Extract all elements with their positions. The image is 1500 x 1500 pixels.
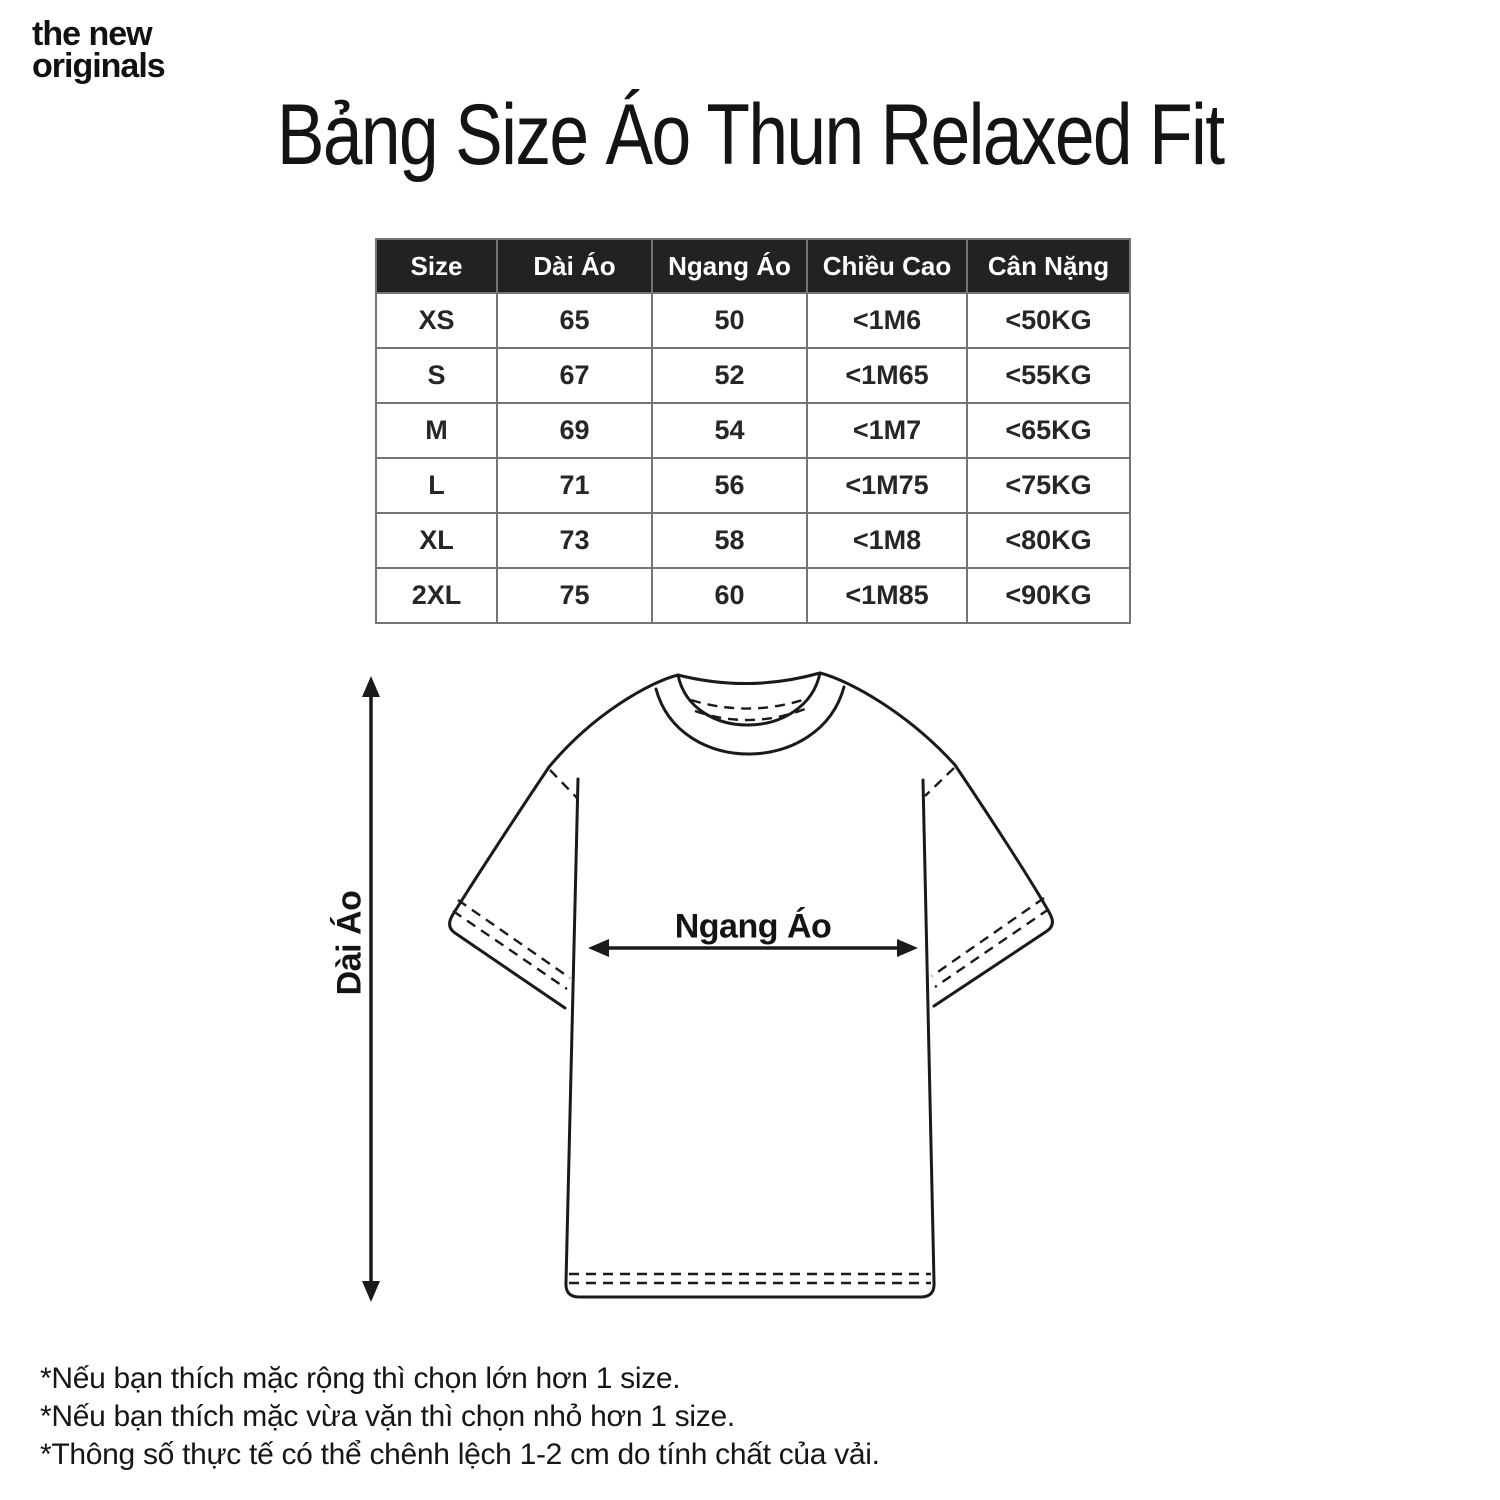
table-cell: 54 [653, 404, 808, 459]
table-cell: <55KG [968, 349, 1129, 404]
table-cell: <1M7 [808, 404, 968, 459]
page-title: Bảng Size Áo Thun Relaxed Fit [276, 87, 1224, 183]
table-cell: M [377, 404, 498, 459]
tshirt-outline [450, 673, 1053, 1297]
footer-notes [40, 1360, 880, 1474]
table-cell: <1M6 [808, 294, 968, 349]
table-cell: <1M65 [808, 349, 968, 404]
arrowhead-down-icon [362, 1281, 380, 1302]
table-cell: 56 [653, 459, 808, 514]
arrowhead-left-icon [588, 939, 609, 957]
table-cell: 58 [653, 514, 808, 569]
brand-logo-line1: the new [32, 15, 152, 53]
table-cell: <1M75 [808, 459, 968, 514]
table-cell: <50KG [968, 294, 1129, 349]
table-cell: XS [377, 294, 498, 349]
table-cell: <65KG [968, 404, 1129, 459]
arrowhead-right-icon [897, 939, 918, 957]
table-cell: L [377, 459, 498, 514]
size-table-header-weight: Cân Nặng [968, 240, 1129, 294]
table-cell: <80KG [968, 514, 1129, 569]
size-table-header-width: Ngang Áo [653, 240, 808, 294]
table-cell: <1M85 [808, 569, 968, 622]
note-line: *Thông số thực tế có thể chênh lệch 1-2 cm do tính chất của vải. [40, 1438, 880, 1471]
size-table-header-size: Size [377, 240, 498, 294]
table-cell: 71 [498, 459, 653, 514]
table-cell: 67 [498, 349, 653, 404]
brand-logo-line2: originals [32, 47, 165, 85]
table-cell: 52 [653, 349, 808, 404]
width-measure-label: Ngang Áo [674, 907, 832, 946]
table-cell: S [377, 349, 498, 404]
table-cell: 73 [498, 514, 653, 569]
table-cell: <1M8 [808, 514, 968, 569]
table-cell: XL [377, 514, 498, 569]
table-cell: <90KG [1005, 580, 1092, 610]
table-cell: 75 [498, 569, 653, 622]
table-cell: 69 [498, 404, 653, 459]
arrowhead-up-icon [362, 676, 380, 697]
length-measure-label: Dài Áo [330, 890, 369, 996]
size-table-header-height: Chiều Cao [808, 240, 968, 294]
size-table-header-length: Dài Áo [498, 240, 653, 294]
table-cell: 65 [498, 294, 653, 349]
table-cell: <75KG [968, 459, 1129, 514]
table-cell: 60 [653, 569, 808, 622]
note-line: *Nếu bạn thích mặc rộng thì chọn lớn hơn 1 size. [40, 1362, 681, 1395]
table-cell: 2XL [377, 569, 498, 622]
table-cell: 50 [653, 294, 808, 349]
note-line: *Nếu bạn thích mặc vừa vặn thì chọn nhỏ hơn 1 size. [40, 1400, 735, 1433]
